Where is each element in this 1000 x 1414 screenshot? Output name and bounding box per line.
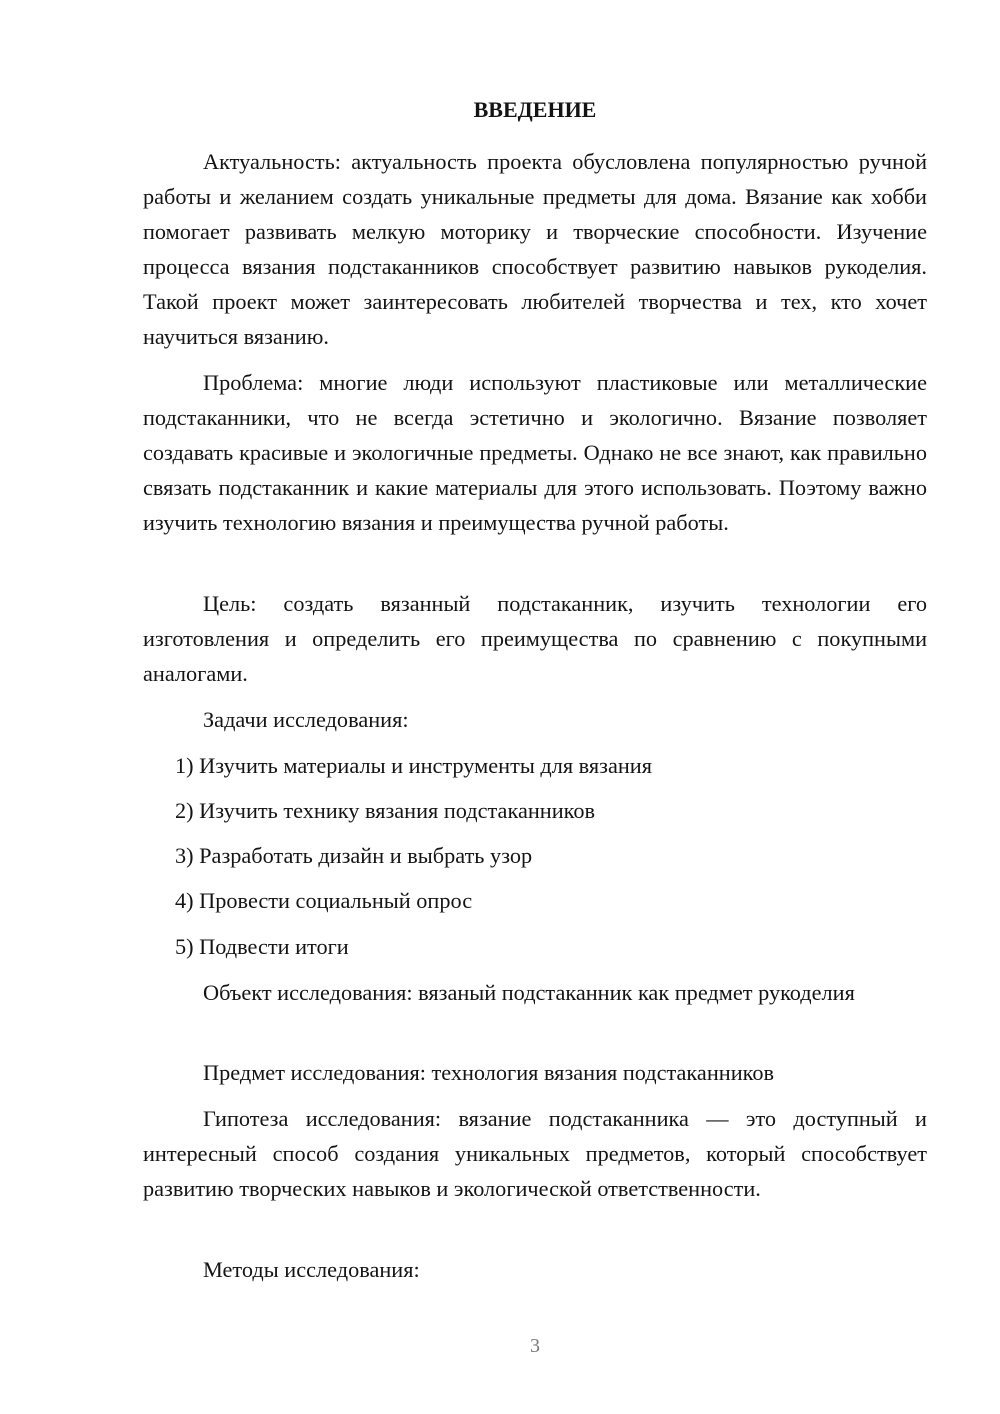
paragraph-subject: Предмет исследования: технология вязания подстаканников bbox=[203, 1060, 774, 1085]
list-item-task-3: 3) Разработать дизайн и выбрать узор bbox=[175, 843, 533, 868]
paragraph-hypothesis: Гипотеза исследования: вязание подстаканника — это доступный и интересный способ создания уникальных предметов, который способствует развитию творческих навыков и экологической ответственности. bbox=[143, 1106, 927, 1201]
document-title: ВВЕДЕНИЕ bbox=[473, 97, 597, 122]
list-item-task-4: 4) Провести социальный опрос bbox=[175, 888, 473, 913]
list-item-task-1: 1) Изучить материалы и инструменты для вязания bbox=[175, 753, 652, 778]
paragraph-object: Объект исследования: вязаный подстаканник как предмет рукоделия bbox=[203, 980, 855, 1005]
paragraph-relevance: Актуальность: актуальность проекта обусловлена популярностью ручной работы и желанием создать уникальные предметы для дома. Вязание как хобби помогает развивать мелкую моторику и творческие способности. Изучение процесса вязания подстаканников способствует развитию навыков рукоделия. Такой проект может заинтересовать любителей творчества и тех, кто хочет научиться вязанию. bbox=[143, 149, 927, 349]
paragraph-problem: Проблема: многие люди используют пластиковые или металлические подстаканники, что не всегда эстетично и экологично. Вязание позволяет создавать красивые и экологичные предметы. Однако не все знают, как правильно связать подстаканник и какие материалы для этого использовать. Поэтому важно изучить технологию вязания и преимущества ручной работы. bbox=[143, 370, 927, 535]
list-item-task-2: 2) Изучить технику вязания подстаканников bbox=[175, 798, 596, 823]
list-item-task-5: 5) Подвести итоги bbox=[175, 934, 349, 959]
methods-heading: Методы исследования: bbox=[203, 1257, 420, 1282]
page-number: 3 bbox=[530, 1335, 540, 1357]
tasks-heading: Задачи исследования: bbox=[203, 707, 409, 732]
paragraph-goal: Цель: создать вязанный подстаканник, изучить технологии его изготовления и определить его преимущества по сравнению с покупными аналогами. bbox=[143, 591, 927, 686]
